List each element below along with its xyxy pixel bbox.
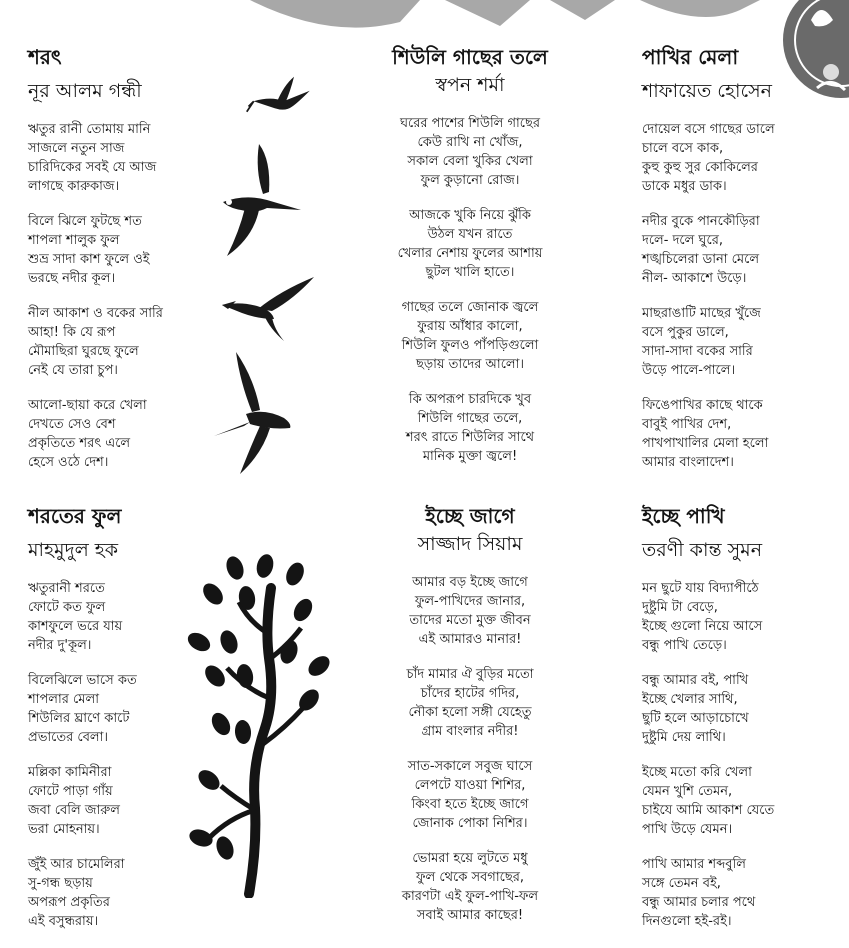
stanza [355, 757, 585, 833]
poem-line: ভোমরা হয়ে লুটতে মধু [412, 851, 528, 866]
poem-line: ছড়ায় তাদের আলো। [415, 357, 525, 372]
poem-line: মানিক মুক্তা জ্বলে! [422, 449, 518, 464]
tree-illustration [185, 548, 335, 898]
poem-line: মাছরাঙাটি মাছের খুঁজে [642, 306, 761, 321]
poem-line: শিউলি গাছের তলে, [417, 411, 523, 426]
poem-line: ফুরায় আঁধার কালো, [417, 319, 523, 334]
stanza [28, 212, 218, 288]
poem-line: শুভ্র সাদা কাশ ফুলে ওই [28, 252, 150, 267]
poem-author: স্বপন শর্মা [435, 74, 505, 96]
poem-line: জবা বেলি জারুল [28, 803, 120, 818]
poem-line: সকাল বেলা খুকির খেলা [407, 154, 533, 169]
poem-line: শাপলা শালুক ফুল [28, 233, 120, 248]
poem-line: শিউলির ঘ্রাণে কাটে [28, 711, 130, 726]
poem-line: শাপলার মেলা [28, 692, 99, 707]
poem-line: ভরছে নদীর কূল। [28, 271, 116, 286]
poem-line: সবাই আমার কাছের! [416, 908, 524, 923]
poem-line: দুষ্টুমি টা বেড়ে, [642, 600, 718, 615]
stanza [642, 304, 842, 380]
poem-icche-jage [355, 503, 585, 925]
poem-line: আজকে খুকি নিয়ে ঝুঁকি [409, 208, 531, 223]
poem-line: আমার বাংলাদেশ। [642, 455, 734, 470]
poem-line: সাজলে নতুন সাজ [28, 141, 125, 156]
poem-line: গাছের তলে জোনাক জ্বলে [401, 300, 539, 315]
poem-line: ঘরের পাশের শিউলি গাছের [399, 116, 541, 131]
poem-line: ভরা মোহনায়। [28, 822, 100, 837]
poem-line: ফোটে পাড়া গাঁয় [28, 784, 113, 799]
poem-line: আলো-ছায়া করে খেলা [28, 398, 147, 413]
poem-sharat [28, 44, 218, 472]
poem-line: দেখতে সেও বেশ [28, 417, 116, 432]
poem-line: সাত-সকালে সবুজ ঘাসে [407, 759, 533, 774]
poem-line: শিউলি ফুলও পাঁপড়িগুলো [401, 338, 539, 353]
poem-line: কারণটা এই ফুল-পাখি-ফল [401, 889, 539, 904]
poem-line: দুষ্টুমি দেয় লাথি। [642, 730, 726, 745]
stanza [642, 212, 842, 288]
poem-author: মাহমুদুল হক [28, 539, 119, 561]
header-banner [0, 0, 849, 40]
poem-line: খেলার নেশায় ফুলের আশায় [397, 246, 543, 261]
poem-line: লেপটে যাওয়া শিশির, [414, 778, 526, 793]
poem-line: শরৎ রাতে শিউলির সাথে [405, 430, 535, 445]
poem-line: ডাকে মধুর ডাক। [642, 179, 727, 194]
stanza [642, 120, 842, 196]
stanza [642, 579, 842, 655]
poem-shiuli [355, 44, 585, 466]
poem-line: প্রভাতের বেলা। [28, 730, 109, 745]
stanza [355, 665, 585, 741]
poem-line: তাদের মতো মুক্ত জীবন [409, 613, 531, 628]
poem-line: প্রকৃতিতে শরৎ এলে [28, 436, 131, 451]
stanza [642, 763, 842, 839]
poem-line: চাঁদ মামার ঐ বুড়ির মতো [406, 667, 534, 682]
poem-line: নেই যে তারা চুপ। [28, 363, 118, 378]
poem-line: জোনাক পোকা নিশির। [412, 816, 528, 831]
poem-line: উঠল যখন রাতে [427, 227, 513, 242]
poem-line: ফুল কুড়ানো রোজ। [420, 173, 520, 188]
poem-pakhir-mela [642, 44, 842, 472]
poem-line: ইচ্ছে মতো করি খেলা [642, 765, 752, 780]
poem-line: ইচ্ছে গুলো নিয়ে আসে [642, 619, 763, 634]
poem-line: চারিদিকের সবই যে আজ [28, 160, 157, 175]
poem-line: নদীর দু'কূল। [28, 638, 92, 653]
poem-line: বসে পুকুর ডালে, [642, 325, 729, 340]
stanza [642, 671, 842, 747]
poem-line: পাখপাখালির মেলা হলো [642, 436, 769, 451]
poem-line: বন্ধু পাখি তেড়ে। [642, 638, 727, 653]
poem-line: দিনগুলো হই-রই। [642, 914, 732, 929]
poem-line: ঋতুর রানী তোমায় মানি [28, 122, 151, 137]
poem-line: অপরূপ প্রকৃতির [28, 895, 110, 910]
swallow-illustration-2 [215, 140, 305, 260]
poem-line: ইচ্ছে খেলার সাথি, [642, 692, 738, 707]
poem-line: চালে বসে কাক, [642, 141, 724, 156]
poem-line: কেউ রাখি না খোঁজ, [417, 135, 523, 150]
stanza [642, 855, 842, 931]
poem-line: ফোটে কত ফুল [28, 600, 106, 615]
poem-line: দোয়েল বসে গাছের ডালে [642, 122, 775, 137]
poem-title: ইচ্ছে জাগে [425, 504, 515, 528]
poem-line: এই আমারও মানার! [418, 632, 522, 647]
poem-line: আমার বড় ইচ্ছে জাগে [412, 575, 528, 590]
poem-line: সাদা-সাদা বকের সারি [642, 344, 753, 359]
stanza [355, 390, 585, 466]
poem-title: শরতের ফুল [28, 504, 122, 528]
poem-line: বন্ধু আমার বই, পাখি [642, 673, 749, 688]
poem-line: চাইযে আমি আকাশ যেতে [642, 803, 775, 818]
poem-line: নদীর বুকে পানকৌড়িরা [642, 214, 760, 229]
poem-line: উড়ে পালে-পালে। [642, 363, 736, 378]
poem-line: ঋতুরানী শরতে [28, 581, 105, 596]
stanza [355, 849, 585, 925]
poem-line: শঙ্খচিলেরা ডানা মেলে [642, 252, 760, 267]
stanza [28, 304, 218, 380]
poem-author: সাজ্জাদ সিয়াম [417, 533, 523, 555]
poem-line: কাশফুলে ভরে যায় [28, 619, 123, 634]
poem-line: বাবুই পাখির দেশ, [642, 417, 732, 432]
poem-line: বন্ধু আমার চলার পথে [642, 895, 756, 910]
stanza [28, 120, 218, 196]
poem-line: বিলেঝিলে ভাসে কত [28, 673, 137, 688]
poem-line: এই বসুন্ধরায়। [28, 914, 99, 929]
poem-line: জুঁই আর চামেলিরা [28, 857, 125, 872]
swallow-illustration-1 [245, 72, 315, 127]
poem-icche-pakhi [642, 503, 842, 931]
poem-line: ছুটি হলে আড়াচোখে [642, 711, 749, 726]
stanza [355, 114, 585, 190]
poem-line: ফুল-পাখিদের জানার, [414, 594, 526, 609]
poem-line: মল্লিকা কামিনীরা [28, 765, 112, 780]
poem-line: লাগছে কারুকাজ। [28, 179, 120, 194]
poem-line: গ্রাম বাংলার নদীর! [421, 724, 519, 739]
poem-line: কুহু কুহু সুর কোকিলের [642, 160, 758, 175]
stanza [355, 573, 585, 649]
poem-line: কি অপরূপ চারদিকে খুব [408, 392, 532, 407]
poem-author: নূর আলম গন্ধী [28, 80, 142, 102]
poem-line: মৌমাছিরা ঘুরছে ফুলে [28, 344, 139, 359]
poem-line: সঙ্গে তেমন বই, [642, 876, 721, 891]
poem-title: শরৎ [28, 45, 62, 69]
poem-line: মন ছুটে যায় বিদ্যাপীঠে [642, 581, 759, 596]
poem-title: শিউলি গাছের তলে [392, 45, 548, 69]
swallow-illustration-3 [218, 272, 318, 344]
poem-line: পাখি আমার শব্দবুলি [642, 857, 746, 872]
swallow-illustration-4 [210, 348, 300, 478]
poem-line: নীল আকাশ ও বকের সারি [28, 306, 163, 321]
stanza [642, 396, 842, 472]
poem-line: কিংবা হতে ইচ্ছে জাগে [411, 797, 529, 812]
poem-title: ইচ্ছে পাখি [642, 504, 725, 528]
poem-line: পাখি উড়ে যেমন। [642, 822, 733, 837]
poem-line: নীল- আকাশে উড়ে। [642, 271, 747, 286]
poem-author: তরণী কান্ত সুমন [642, 539, 763, 561]
poem-line: বিলে ঝিলে ফুটছে শত [28, 214, 142, 229]
stanza [28, 396, 218, 472]
stanza [355, 206, 585, 282]
poem-line: ফুল থেকে সবগাছের, [416, 870, 524, 885]
poem-line: ছুটল খালি হাতে। [425, 265, 515, 280]
poem-line: দলে- দলে ঘুরে, [642, 233, 723, 248]
poem-author: শাফায়েত হোসেন [642, 80, 772, 102]
poem-line: চাঁদের হাটের গদির, [420, 686, 520, 701]
poem-line: নৌকা হলো সঙ্গী যেহেতু [408, 705, 532, 720]
poem-line: ফিঙেপাখির কাছে থাকে [642, 398, 763, 413]
poem-line: সু-গন্ধ ছড়ায় [28, 876, 93, 891]
poem-line: আহা! কি যে রূপ [28, 325, 116, 340]
stanza [355, 298, 585, 374]
poem-title: পাখির মেলা [642, 45, 739, 69]
poem-line: যেমন খুশি তেমন, [642, 784, 733, 799]
poem-line: হেসে ওঠে দেশ। [28, 455, 109, 470]
